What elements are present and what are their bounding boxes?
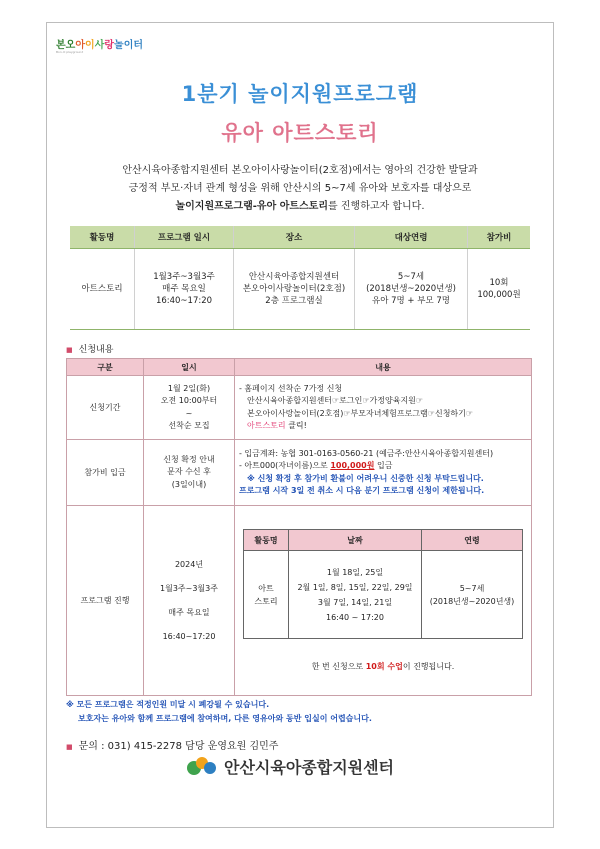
dates-line: 3월 7일, 14일, 21일 <box>317 597 393 607</box>
session-activity <box>244 551 289 639</box>
fee-line: 10회 <box>489 278 509 288</box>
content-line: - 입금계좌: 농협 301-0163-0560-21 (예금주:안산시육아종합지원센터) <box>239 448 494 458</box>
notice-block <box>66 698 372 726</box>
header-activity: 활동명 <box>70 226 135 249</box>
header-content: 내용 <box>235 359 532 376</box>
session-count: 10회 수업 <box>365 662 403 671</box>
click-text: 클릭! <box>285 421 307 430</box>
date-line: 문자 수신 후 <box>167 467 211 477</box>
notice-line: 보호자는 유아와 함께 프로그램에 참여하며, 다른 영유아와 동반 입실이 어렵습니다. <box>78 714 372 723</box>
content-line: 안산시육아종합지원센터☞로그인☞가정양육지원☞ <box>247 396 424 405</box>
date-line: 매주 목요일 <box>168 607 210 617</box>
playground-logo <box>56 36 176 62</box>
intro-line-3-rest: 를 진행하고자 합니다. <box>328 201 425 212</box>
cell-content <box>235 440 532 506</box>
cell-place <box>234 249 355 330</box>
deposit-text: - 아트000(자녀이름)으로 <box>239 461 331 470</box>
dates-line: 2월 1일, 8일, 15일, 22일, 29일 <box>297 582 413 592</box>
date-line: 16:40~17:20 <box>162 631 216 641</box>
activity-line: 아트 <box>258 583 274 593</box>
header-place: 장소 <box>234 226 355 249</box>
intro-line-3 <box>70 198 530 216</box>
content-line <box>239 420 530 433</box>
fee-amount: 100,000원 <box>330 461 375 470</box>
dates-line: 1월 18일, 25일 <box>326 567 384 577</box>
cancel-notice: 프로그램 시작 3일 전 취소 시 다음 분기 프로그램 신청이 제한됩니다. <box>239 486 485 495</box>
date-line: ~ <box>185 408 193 418</box>
center-logo <box>186 753 394 779</box>
age-line: 유아 7명 + 부모 7명 <box>371 296 450 306</box>
intro-line-2: 긍정적 부모·자녀 관계 형성을 위해 안산시의 5~7세 유아와 보호자를 대상으로 <box>128 183 472 194</box>
header-age: 대상연령 <box>355 226 468 249</box>
logo-subtext: Bon-O playground <box>56 50 84 54</box>
session-table <box>243 529 523 639</box>
cell-activity: 아트스토리 <box>70 249 135 330</box>
program-table-row <box>70 249 530 330</box>
schedule-line: 16:40~17:20 <box>155 296 213 306</box>
cell-content <box>235 376 532 440</box>
age-line: (2018년생~2020년생) <box>429 596 515 606</box>
date-line: 1월3주~3월3주 <box>160 583 218 593</box>
cell-age <box>355 249 468 330</box>
contact-info <box>66 737 278 752</box>
program-info-table <box>70 226 530 330</box>
session-table-header <box>244 530 523 551</box>
program-table-header <box>70 226 530 249</box>
date-line: 선착순 모집 <box>168 421 210 430</box>
deposit-suffix: 입금 <box>374 461 393 470</box>
cell-date <box>144 376 235 440</box>
session-age <box>422 551 523 639</box>
header-category: 구분 <box>67 359 144 376</box>
session-footer <box>243 661 523 672</box>
age-line: 5~7세 <box>397 272 425 282</box>
place-line: 안산시육아종합지원센터 <box>248 272 340 282</box>
bullet-icon: ■ <box>66 743 73 751</box>
row-program-progress <box>67 506 532 696</box>
center-emblem-icon <box>186 754 218 778</box>
session-dates <box>289 551 422 639</box>
intro-program-name: 놀이지원프로그램-유아 아트스토리 <box>175 201 329 212</box>
header-fee: 참가비 <box>468 226 531 249</box>
center-name: 안산시육아종합지원센터 <box>224 757 395 777</box>
cell-date <box>144 506 235 696</box>
age-line: (2018년생~2020년생) <box>366 284 456 294</box>
fee-line: 100,000원 <box>477 290 521 300</box>
application-table <box>66 358 532 696</box>
schedule-line: 매주 목요일 <box>162 284 206 294</box>
content-line: 본오아이사랑놀이터(2호점)☞부모자녀체험프로그램☞신청하기☞ <box>247 408 474 418</box>
dates-line: 16:40 ~ 17:20 <box>326 612 384 622</box>
row-apply-period <box>67 376 532 440</box>
cell-category: 프로그램 진행 <box>67 506 144 696</box>
session-row <box>244 551 523 639</box>
date-line: 오전 10:00부터 <box>160 396 218 405</box>
cell-category: 신청기간 <box>67 376 144 440</box>
activity-line: 스토리 <box>254 596 278 606</box>
session-header-age: 연령 <box>422 530 523 551</box>
page-subtitle: 유아 아트스토리 <box>221 121 379 145</box>
header-date: 일시 <box>144 359 235 376</box>
date-line: (3일이내) <box>171 479 207 489</box>
content-line <box>239 460 530 473</box>
footer-text: 한 번 신청으로 <box>311 662 366 671</box>
cell-fee <box>468 249 531 330</box>
refund-notice: ※ 신청 확정 후 참가비 환불이 어려우니 신중한 신청 부탁드립니다. <box>247 473 484 483</box>
cell-category: 참가비 입금 <box>67 440 144 506</box>
age-line: 5~7세 <box>459 583 485 593</box>
notice-line: ※ 모든 프로그램은 적정인원 미달 시 폐강될 수 있습니다. <box>66 700 270 709</box>
bullet-icon: ■ <box>66 346 73 354</box>
cell-date <box>144 440 235 506</box>
program-link: 아트스토리 <box>247 421 286 430</box>
cell-content <box>235 506 532 696</box>
section-heading <box>66 342 113 355</box>
schedule-line: 1월3주~3월3주 <box>153 272 215 282</box>
page-title: 1분기 놀이지원프로그램 <box>181 82 419 106</box>
application-table-header <box>67 359 532 376</box>
intro-text <box>70 162 530 216</box>
place-line: 2층 프로그램실 <box>265 296 323 306</box>
intro-line-1: 안산시육아종합지원센터 본오아이사랑놀이터(2호점)에서는 영아의 건강한 발달과 <box>122 165 478 176</box>
session-header-activity: 활동명 <box>244 530 289 551</box>
date-line: 1월 2일(화) <box>167 383 211 393</box>
section-title: 신청내용 <box>78 345 114 355</box>
logo-text: 본오아이사랑놀이터 <box>56 40 144 51</box>
date-line: 2024년 <box>174 559 204 569</box>
header-schedule: 프로그램 일시 <box>135 226 234 249</box>
contact-text: 문의 : 031) 415-2278 담당 운영요원 김민주 <box>78 741 279 752</box>
cell-schedule <box>135 249 234 330</box>
row-fee-payment <box>67 440 532 506</box>
place-line: 본오아이사랑놀이터(2호점) <box>242 284 346 294</box>
footer-suffix: 이 진행됩니다. <box>402 662 455 671</box>
date-line: 신청 확정 안내 <box>163 454 215 464</box>
session-header-dates: 날짜 <box>289 530 422 551</box>
content-line: - 홈페이지 선착순 7가정 신청 <box>239 383 343 393</box>
